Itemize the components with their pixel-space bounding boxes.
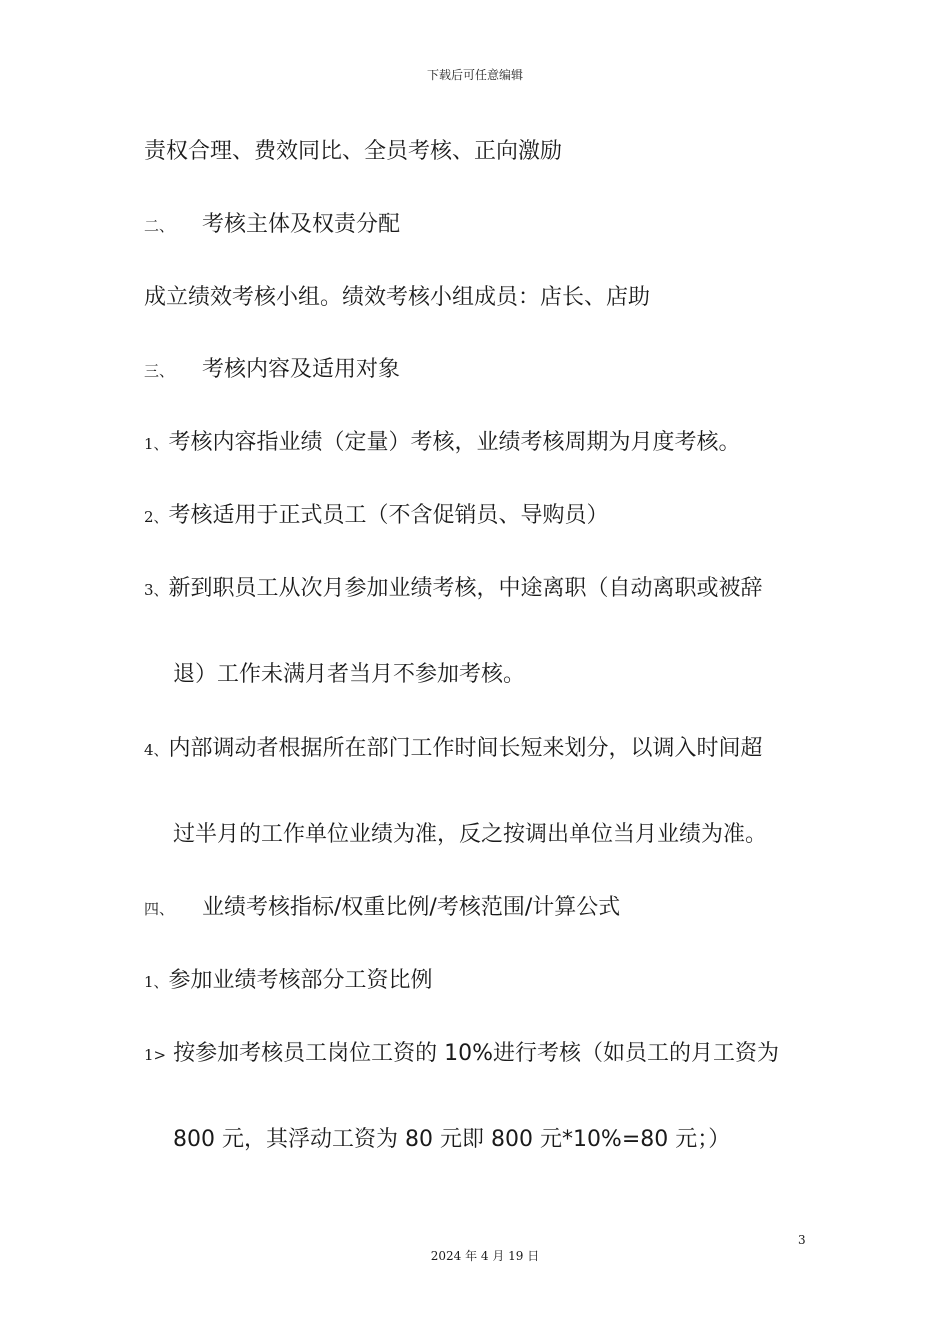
list-text: 考核适用于正式员工（不含促销员、导购员） bbox=[168, 503, 609, 528]
list-item-salary-ratio bbox=[144, 966, 433, 997]
footer-date: 2024 年 4 月 19 日 bbox=[430, 1249, 540, 1263]
list-number: 1、 bbox=[144, 973, 169, 991]
list-item-salary-rule-continuation: 800 元，其浮动工资为 80 元即 800 元*10%=80 元；） bbox=[173, 1127, 731, 1152]
list-item-4-continuation: 过半月的工作单位业绩为准，反之按调出单位当月业绩为准。 bbox=[173, 822, 768, 847]
list-number: 1、 bbox=[144, 435, 169, 453]
section-number: 四、 bbox=[144, 900, 175, 918]
list-item-1 bbox=[144, 428, 741, 459]
list-item-2 bbox=[144, 501, 609, 532]
list-number: 3、 bbox=[144, 581, 169, 599]
page-number: 3 bbox=[798, 1233, 806, 1247]
list-item-3-continuation: 退）工作未满月者当月不参加考核。 bbox=[173, 662, 526, 687]
list-text: 按参加考核员工岗位工资的 10%进行考核（如员工的月工资为 bbox=[173, 1041, 780, 1066]
list-text: 内部调动者根据所在部门工作时间长短来划分，以调入时间超 bbox=[168, 736, 763, 761]
list-number: 1> bbox=[144, 1046, 167, 1064]
paragraph-committee bbox=[144, 283, 650, 313]
list-number: 2、 bbox=[144, 508, 169, 526]
section-title: 考核主体及权责分配 bbox=[202, 212, 401, 237]
section-title: 考核内容及适用对象 bbox=[202, 357, 401, 382]
section-title: 业绩考核指标/权重比例/考核范围/计算公式 bbox=[202, 895, 621, 920]
list-text: 参加业绩考核部分工资比例 bbox=[168, 968, 433, 993]
committee-text: 成立绩效考核小组。绩效考核小组成员：店长、店助 bbox=[144, 285, 651, 310]
section-heading-2 bbox=[144, 210, 400, 241]
paragraph-principles bbox=[144, 137, 562, 167]
list-item-4 bbox=[144, 734, 763, 765]
list-item-salary-rule bbox=[144, 1039, 779, 1070]
page-header: 下载后可任意编辑 bbox=[426, 68, 523, 82]
list-item-3 bbox=[144, 574, 763, 605]
section-number: 二、 bbox=[144, 217, 175, 235]
list-text: 考核内容指业绩（定量）考核，业绩考核周期为月度考核。 bbox=[168, 430, 741, 455]
list-number: 4、 bbox=[144, 741, 169, 759]
section-heading-3 bbox=[144, 355, 400, 386]
section-heading-4 bbox=[144, 893, 620, 924]
principles-text: 责权合理、费效同比、全员考核、正向激励 bbox=[144, 139, 563, 164]
list-text: 新到职员工从次月参加业绩考核，中途离职（自动离职或被辞 bbox=[168, 576, 763, 601]
section-number: 三、 bbox=[144, 362, 175, 380]
